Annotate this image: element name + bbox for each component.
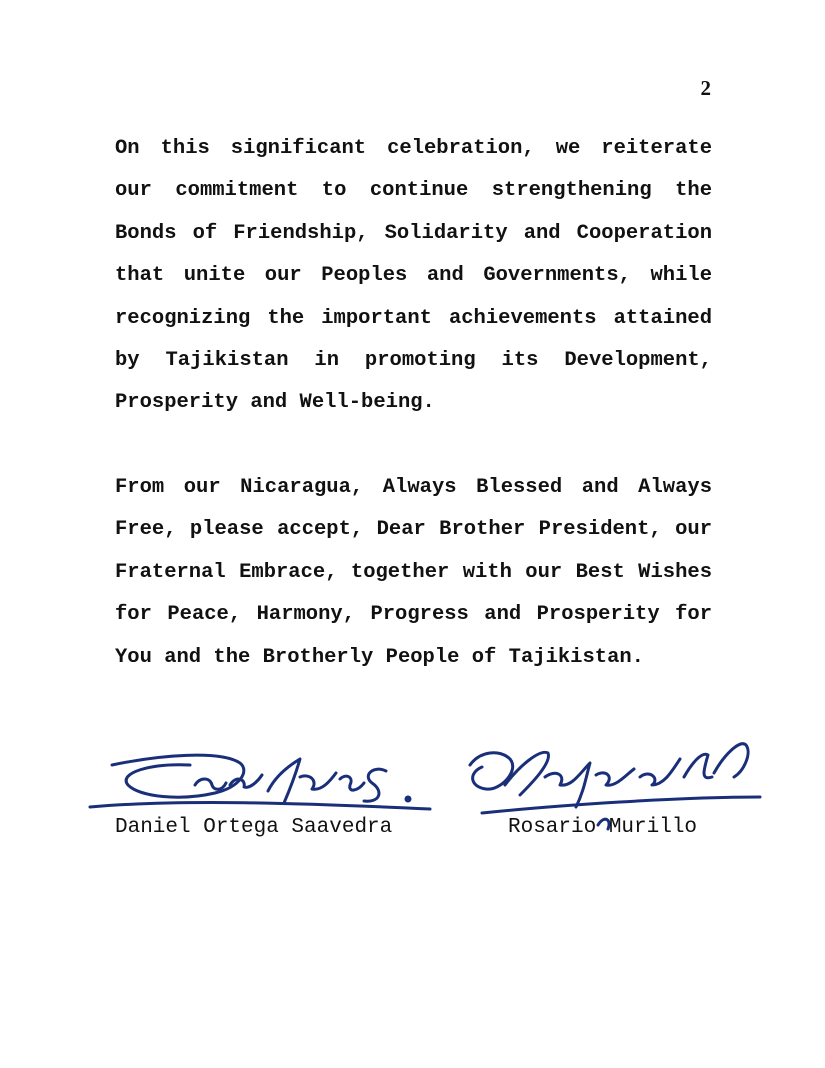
- paragraph-celebration: On this significant celebration, we reiterate our commitment to continue strengthening the Bonds of Friendship, Solidarity and Cooperation that unite our Peoples and Governments, while recognizing the important achievements attained by Tajikistan in promoting its Development, Prosperity and Well-being.: [115, 137, 712, 415]
- page-number: 2: [700, 76, 711, 100]
- signature-block: [0, 715, 825, 855]
- signer-name-daniel-ortega: Daniel Ortega Saavedra: [115, 816, 393, 839]
- signature-daniel-ortega: [90, 755, 430, 809]
- paragraph-greetings: From our Nicaragua, Always Blessed and Always Free, please accept, Dear Brother President, our Fraternal Embrace, together with our Best Wishes for Peace, Harmony, Progress and Prosperity for You and the Brotherly People of Tajikistan.: [115, 476, 712, 669]
- signer-name-rosario-murillo: Rosario Murillo: [508, 816, 698, 839]
